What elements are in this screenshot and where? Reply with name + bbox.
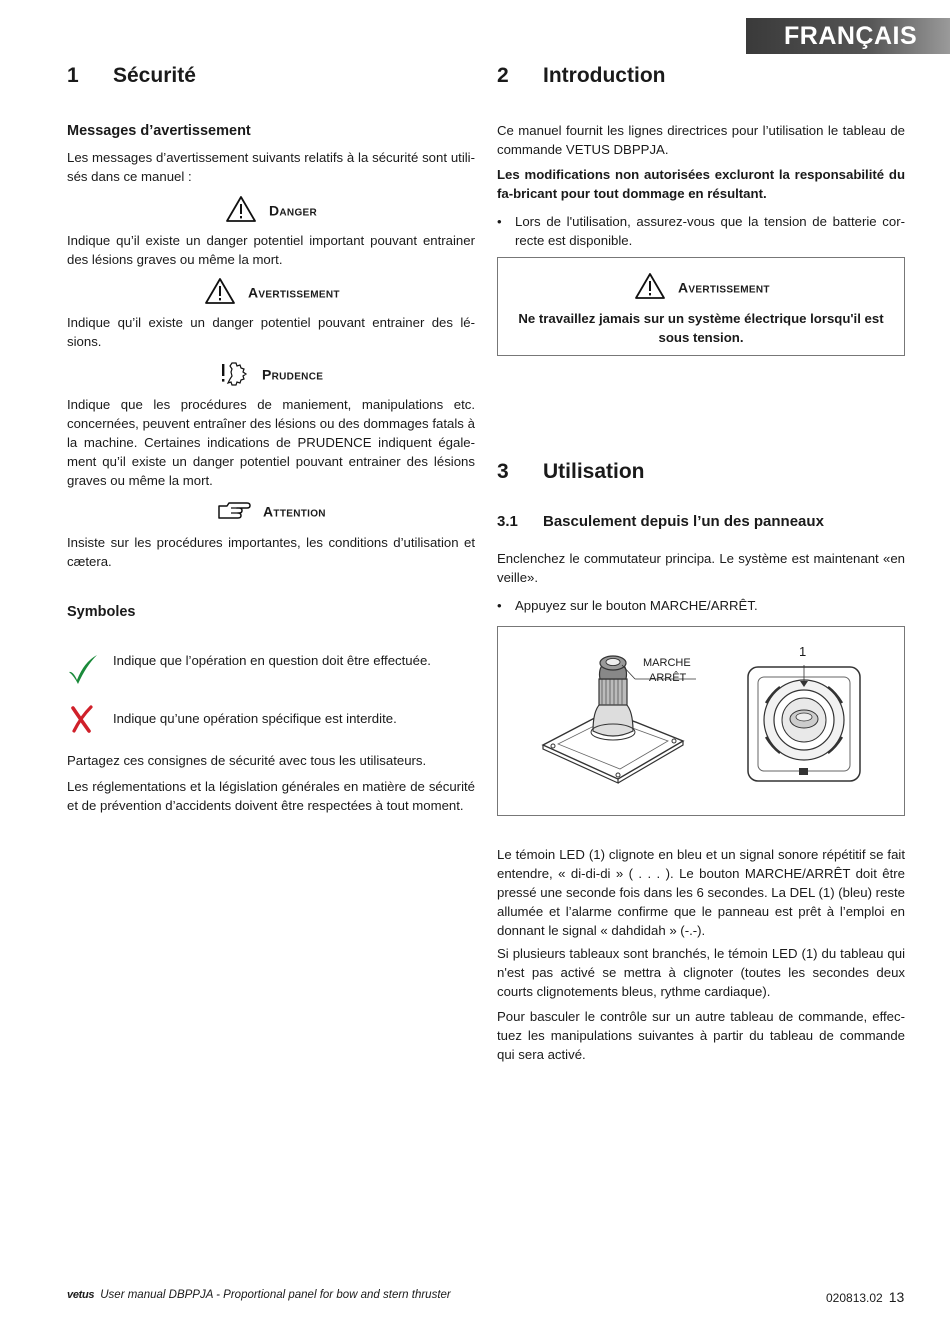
switch-control-text: Pour basculer le contrôle sur un autre tableau de commande, effec-tuez les manipulations suivantes à partir du tableau de commande qui sera activé. <box>497 1009 905 1062</box>
danger-label: Danger <box>269 202 318 219</box>
section-title: Basculement depuis l’un des panneaux <box>543 513 824 530</box>
regulations-text: Les réglementations et la législation générales en matière de sécurité et de prévention d’accidents doivent être respectées à tout moment. <box>67 779 475 813</box>
share-text: Partagez ces consignes de sécurité avec tous les utilisateurs. <box>67 753 427 768</box>
figure-label-arret: ARRÊT <box>649 672 687 684</box>
footer-manual <box>67 1289 451 1301</box>
page-number: 13 <box>888 1289 905 1305</box>
prudence-text: Indique que les procédures de maniement, manipulations etc. concernées, peuvent entraîner des lésions ou des dommages fatals à la machine. Certaines indications de PRUDENCE indiquent égale-ment qu’il existe un danger potentiel pouvant entrainer des lésions graves ou même la mort. <box>67 397 475 488</box>
figure-label-marche: MARCHE <box>643 657 691 669</box>
cross-icon <box>69 705 95 738</box>
avertissement-heading <box>204 277 340 308</box>
multi-panel-text: Si plusieurs tableaux sont branchés, le témoin LED (1) du tableau qui n'est pas activé se mettra à clignoter (toutes les secondes deux courts clignotements bleus, rythme cardiaque). <box>497 946 905 999</box>
section-number: 2 <box>497 64 509 87</box>
avertissement-label: Avertissement <box>248 284 340 301</box>
danger-text: Indique qu’il existe un danger potentiel important pouvant entrainer des lésions graves ou même la mort. <box>67 233 475 267</box>
warnings-intro: Les messages d’avertissement suivants relatifs à la sécurité sont utili-sés dans ce manuel : <box>67 150 475 184</box>
bullet-battery <box>497 212 905 252</box>
warning-box-text: Ne travaillez jamais sur un système électrique lorsqu'il est sous tension. <box>518 311 884 345</box>
bullet-text: Lors de l'utilisation, assurez-vous que la tension de batterie cor-recte est disponible. <box>515 214 905 248</box>
check-text: Indique que l’opération en question doit être effectuée. <box>113 653 431 668</box>
attention-heading <box>217 498 326 525</box>
liability-text: Les modifications non autorisées excluront la responsabilité du fa-bricant pour tout dommage en résultant. <box>497 167 905 201</box>
prudence-heading <box>218 359 323 390</box>
symbols-heading: Symboles <box>67 604 136 620</box>
check-icon <box>66 652 100 691</box>
danger-heading <box>225 195 317 226</box>
attention-label: Attention <box>263 503 326 520</box>
led-text: Le témoin LED (1) clignote en bleu et un signal sonore répétitif se fait entendre, « di-di-di » ( . . . ). Le bouton MARCHE/ARRÊT doit être pressé une seconde fois dans les 6 secondes. La DEL (1) (bleu) reste allumée et l’alarme confirme que le panneau est prêt à l’emploi en donnant le signal « dahdidah » (-.-). <box>497 847 905 938</box>
section-3-1-heading <box>497 513 824 530</box>
footer-page-info <box>826 1289 904 1305</box>
section-2-heading <box>497 64 665 88</box>
bullet-dot: • <box>497 214 502 229</box>
warnings-heading: Messages d’avertissement <box>67 123 251 139</box>
exclamation-machine-icon <box>218 359 250 390</box>
bullet-dot: • <box>497 598 502 613</box>
section-title: Introduction <box>543 64 666 87</box>
avertissement-text: Indique qu’il existe un danger potentiel pouvant entrainer des lé-sions. <box>67 315 475 349</box>
vetus-logo: vetus <box>67 1289 95 1301</box>
prudence-label: Prudence <box>262 366 324 383</box>
panel-illustration <box>744 663 864 793</box>
figure-callout-1: 1 <box>799 644 807 659</box>
section-number: 3.1 <box>497 513 518 530</box>
bullet-press-button <box>497 596 905 616</box>
warning-triangle-icon <box>634 272 666 303</box>
joystick-illustration <box>538 649 738 799</box>
section-1-heading <box>67 64 196 88</box>
warning-box-heading <box>634 272 770 303</box>
footer-manual-title: User manual DBPPJA - Proportional panel for bow and stern thruster <box>100 1289 451 1301</box>
cross-text: Indique qu’une opération spécifique est interdite. <box>113 711 397 726</box>
pointing-hand-icon <box>217 498 251 525</box>
warning-triangle-icon <box>225 195 257 226</box>
warning-triangle-icon <box>204 277 236 308</box>
warning-box <box>497 257 905 356</box>
attention-text: Insiste sur les procédures importantes, les conditions d’utilisation et cætera. <box>67 535 475 569</box>
bullet-text: Appuyez sur le bouton MARCHE/ARRÊT. <box>515 598 758 613</box>
figure-box <box>497 626 905 816</box>
section-3-heading <box>497 460 645 484</box>
switch-on-text: Enclenchez le commutateur principa. Le système est maintenant «en veille». <box>497 551 905 585</box>
intro-text: Ce manuel fournit les lignes directrices pour l’utilisation le tableau de commande VETUS DBPPJA. <box>497 123 905 157</box>
footer-code: 020813.02 <box>826 1291 883 1305</box>
section-number: 3 <box>497 460 509 483</box>
section-number: 1 <box>67 64 79 87</box>
section-title: Utilisation <box>543 460 645 483</box>
language-tab: FRANÇAIS <box>746 18 950 54</box>
warning-box-label: Avertissement <box>678 279 770 296</box>
section-title: Sécurité <box>113 64 196 87</box>
